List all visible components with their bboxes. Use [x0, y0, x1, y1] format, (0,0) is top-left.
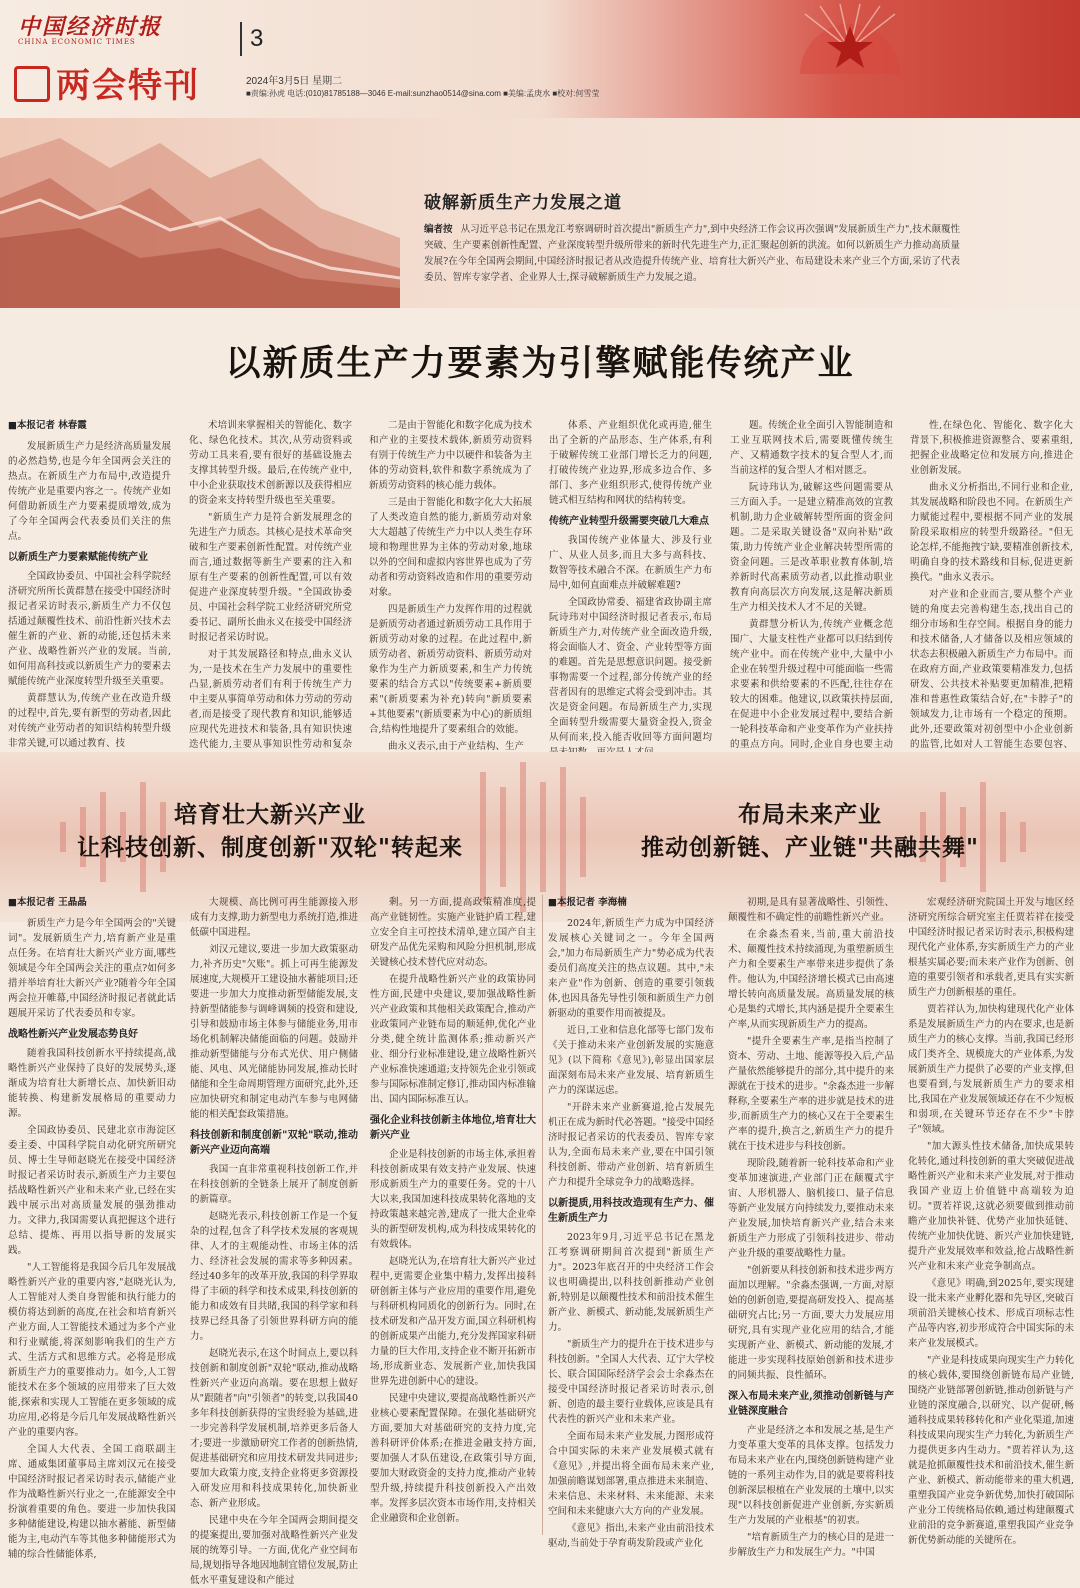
article2-paragraph: 在提升战略性新兴产业的政策协同性方面,民建中央建议,要加强战略性新兴产业政策和其他相关政策配合,推动产业政策同产业链布局的顺延伸,优化产业分类,健全统计监测体系;推动新兴产业、细分行业标准建设,建立战略性新兴产业标准快速通道;支持领先企业引领或参与国际标准制定修订,推动国内标准输出、国内国际标准互认。: [370, 974, 536, 1105]
article3-paragraph: 在余淼杰看来,当前,重大前沿技术、颠覆性技术持续涌现,为重塑新质生产力和全要素生产率带来进步提供了条件。他认为,中国经济增长模式已由高速增长转向高质量发展。高质量发展的核心是集约式增长,其内涵是提升全要素生产率,从而实现新质生产力的提高。: [728, 929, 894, 1030]
section-logo-icon: [14, 66, 50, 102]
article2-column-3: [370, 895, 536, 1535]
article2-headline-line2: 让科技创新、制度创新"双轮"转起来: [77, 834, 463, 861]
article3-column-1: [548, 895, 714, 1549]
article3-byline: ■本报记者 李海楠: [548, 897, 627, 908]
article2-paragraph: 随着我国科技创新水平持续提高,战略性新兴产业保持了良好的发展势头,逐渐成为培育壮大新增长点、加快新旧动能转换、构建新发展格局的重要动力源。: [8, 1048, 176, 1119]
article3-paragraph: 初期,是具有显著战略性、引领性、颠覆性和不确定性的前瞻性新兴产业。: [728, 897, 894, 923]
article1-paragraph: 体系、产业组织优化或再造,催生出了全新的产品形态、生产体系,有利于破解传统工业部门增长乏力的问题,打破传统产业边界,形成多边合作、多部门、多产业组织形式,使得传统产业链式相互结构和网状的结构转变。: [549, 420, 712, 506]
article3-paragraph: 宏观经济研究院国土开发与地区经济研究所综合研究室主任贾若祥在接受中国经济时报记者采访时表示,积极构建现代化产业体系,夯实新质生产力的产业根基实属必要;而未来产业作为创新、创造的重要引领者和承载者,更具有实实新质生产力创新根基的重任。: [908, 897, 1074, 998]
great-wall-illustration: [0, 118, 400, 308]
article1-subheading: 传统产业转型升级需要突破几大难点: [549, 516, 709, 527]
article2-paragraph: 全国政协委员、民建北京市海淀区委主委、中国科学院自动化研究所研究员、博士生导师赵晓光在接受中国经济时报记者采访时表示,新质生产力主要包括战略性新兴产业和未来产业,已经在实践中展示出对高质量发展的强劲推动力。文律力,我国需要认真把握这个进行总结、提炼、再用以指导新的发展实践。: [8, 1125, 176, 1256]
article1-column-4: [549, 418, 712, 748]
article1-paragraph: 黄群慧分析认为,传统产业概念范围广、大量支柱性产业都可以归结到传统产业中。而在传统产业中,大量中小企业在转型升级过程中可能面临一些需求要素和供给要素的不匹配,往往存在较大的困难。他建议,以政策扶持层面,在促进中小企业发展过程中,要结合新一轮科技革命和产业变革作为产业扶持的重点方向。同时,企业自身也要主动: [730, 619, 893, 750]
article3-paragraph: 全面布局未来产业发展,力图形成符合中国实际的未来产业发展模式就有《意见》,并提出将全面布局未来产业,加强前瞻谋划部署,重点推进未来制造、未来信息、未来材料、未来能源、未来空间和未来健康六大方向的产业发展。: [548, 1431, 714, 1517]
article1-paragraph: 发展新质生产力是经济高质量发展的必然趋势,也是今年全国两会关注的热点。在新质生产力布局中,改造提升传统产业是重要内容之一。传统产业如何借助新质生产力要素提质增效,成为了今年全国两会代表委员们关注的焦点。: [8, 441, 171, 542]
article2-paragraph: 剩。另一方面,提高政策精准度,提高产业链韧性。实施产业链护盾工程,建立安全自主可控技术清单,建立国产自主研发产品优先采购和风险分担机制,形成关键核心技术替代应对动态。: [370, 897, 536, 968]
article2-subheading: 战略性新兴产业发展态势良好: [8, 1029, 138, 1040]
article1-paragraph: 全国政协常委、福建省政协副主席阮诗玮对中国经济时报记者表示,布局新质生产力,对传统产业全面改造升级,将会面临人才、资金、产业转型等方面的难题。首先是思想意识问题。接受新事物需要一个过程,部分传统产业的经营者因有的思维定式将会受到冲击。其次是资金问题。布局新质生产力,实现全面转型升级需要大量资金投入,资金从何而来,投入能否收回等方面问题均: [549, 597, 712, 743]
page-header: [0, 0, 1080, 118]
article1-paragraph: "新质生产力是符合新发展理念的先进生产力质态。其核心是技术革命突破和生产要素创新性配置。对传统产业而言,通过数据等新生产要素的注入和原有生产要素的创新性配置,可以有效促进产业深度转型升级。"全国政协委员、中国社会科学院工业经济研究所党委书记、副所长曲永义在接受中国经济时报记者采访时说。: [189, 512, 352, 643]
article3-paragraph: 产业是经济之本和发展之基,是生产力变革重大变革的具体支撑。包括发力布局未来产业在内,围绕创新链构建产业链的一系列主动作为,目的就是要将科技创新深层根植在产业发展的土壤中,以实现"以科技创新促进产业创新,夯实新质生产力发展的产业根基"的初衷。: [728, 1425, 894, 1526]
masthead: 中国经济时报: [18, 14, 163, 40]
article1-paragraph: 性,在绿色化、智能化、数字化大背景下,积极推进资源整合、要素重组,把握企业战略定位和发展方向,推进企业创新发展。: [910, 420, 1073, 476]
article1-subheading: 以新质生产力要素赋能传统产业: [8, 552, 148, 563]
article1-column-3: [369, 418, 532, 752]
article3-subheading: 以新提质,用科技改造现有生产力、催生新质生产力: [548, 1198, 714, 1224]
article1-headline: 以新质生产力要素为引擎赋能传统产业: [225, 343, 855, 384]
article1-paragraph: 对产业和企业而言,要从整个产业链的角度去完善构建生态,找出自己的细分市场和生存空间。根据自身的能力和技术储备,人才储备以及相应领域的状态去积极融入新质生产力布局中。而在政府方面,产业政策要精准发力,包括研发、公共技术补贴要更加精准,把精准和普惠性政策结合好,在"卡脖子"的领域发力,让市场有一个稳定的预期。此外,还要政策对初创型中小企业创新的监管,比如对人工智能生态要包容、: [910, 589, 1073, 750]
article3-paragraph: 《意见》明确,到2025年,要实现建设一批未来产业孵化器和先导区,突破百项前沿关键核心技术、形成百项标志性产品等内容,初步形成符合中国实际的未来产业发展模式。: [908, 1278, 1074, 1349]
article2-paragraph: 新质生产力是今年全国两会的"关键词"。发展新质生产力,培育新产业是重点任务。在培育壮大新兴产业方面,哪些领域是今年全国两会关注的重点?如何多措并举培育壮大新兴产业?随着今年全国两会拉开帷幕,中国经济时报记者就此话题展开采访了代表委员和专家。: [8, 918, 176, 1019]
article3-paragraph: "产业是科技成果向现实生产力转化的核心载体,要围绕创新链布局产业链,围绕产业链部署创新链,推动创新链与产业链的深度融合,以研究、以产促研,畅通科技成果转移转化和产业化渠道,加速科技成果向现实生产力转化,为新质生产力提供更多内生动力。"贾若祥认为,这就是抢抓颠覆性技术和前沿技术,催生新产业、新模式、新动能带来的重大机遇,重塑我国产业竞争新优势,加快打破国际产业分工传统格局依赖,通过构建颠覆式业前沿的竞争新赛道,重塑我国产业竞争新优势新动能的关键所在。: [908, 1355, 1074, 1546]
article1-column-6: [910, 418, 1073, 748]
article3-subheading: 深入布局未来产业,须推动创新链与产业链深度融合: [728, 1391, 894, 1417]
article3-column-2: [728, 895, 894, 1558]
article3-paragraph: "提升全要素生产率,是指当控制了资本、劳动、土地、能源等投入后,产品产量依然能够提升的部分,其中提升的来源就在于技术的进步。"余淼杰进一步解释称,全要素生产率的进步就是技术的进步,而新质生产力的核心又在于全要素生产率的提升,换言之,新质生产力的提升就在于技术进步与科技创新。: [728, 1036, 894, 1152]
article1-byline: ■本报记者 林春霞: [8, 420, 87, 431]
article2-paragraph: 民建中央建议,要提高战略性新兴产业核心要素配置保障。在强化基础研究方面,要加大对基础研究的支持力度,完善科研评价体系;在推进金融支持方面,要加强人才队伍建设,在政策引导方面,要加大财政资金的支持力度,推动产业转型升级,持续提升科技创新投入产出效率。发挥多层次资本市场作用,支持相关企业融资和企业创新。: [370, 1393, 536, 1524]
article3-paragraph: "开辟未来产业新赛道,抢占发展先机正在成为新时代必答题。"接受中国经济时报记者采访的代表委员、智库专家认为,全面布局未来产业,要在中国引领科技创新、带动产业创新、培育新质生产力和提升全球竞争力的战略选择。: [548, 1102, 714, 1188]
article2-paragraph: 我国一直非常重视科技创新工作,并在科技创新的全链条上展开了制度创新的新篇章。: [190, 1164, 358, 1205]
article2-column-1: [8, 895, 176, 1560]
article1-paragraph: 我国传统产业体量大、涉及行业广、从业人员多,而且大多与高科技、数智等技术融合不深。在新质生产力布局中,如何直面难点并破解难题?: [549, 535, 712, 591]
editor-note-label: 编者按: [424, 224, 453, 235]
editor-note: [424, 222, 960, 286]
article3-paragraph: 2024年,新质生产力成为中国经济发展核心关键词之一。今年全国两会,"加力布局新质生产力"势必成为代表委员们高度关注的热点议题。其中,"未来产业"作为创新、创造的重要引领载体,也因具备先导性引领和新质生产力创新驱动的重要作用而被提及。: [548, 918, 714, 1019]
article3-headline: [560, 798, 1060, 864]
article3-paragraph: 近日,工业和信息化部等七部门发布《关于推动未来产业创新发展的实施意见》(以下简称《意见》),彰显出国家层面深刻布局未来产业发展、培育新质生产力的深谋远虑。: [548, 1025, 714, 1096]
article2-paragraph: 全国人大代表、全国工商联副主席、通威集团董事局主席刘汉元在接受中国经济时报记者采访时表示,储能产业作为战略性新兴行业之一,在能源安全中扮演着重要的角色。要进一步加快我国多种储能建设,构建以抽水蓄能、新型储能为主,电动汽车等其他多种储能形式为辅的综合性储能体系,: [8, 1444, 176, 1560]
article2-column-2: [190, 895, 358, 1586]
article1-paragraph: 曲永义分析指出,不同行业和企业,其发展战略和阶段也不同。在新质生产力赋能过程中,要根据不同产业的发展阶段采取相应的转型升级路径。"但无论怎样,不能拖拽宁缺,要精准创新技术,明确自身的技术路线和目标,促进更新换代。"曲永义表示。: [910, 482, 1073, 583]
article1-paragraph: 四是新质生产力发挥作用的过程就是新质劳动者通过新质劳动工具作用于新质劳动对象的过程。在此过程中,新质劳动者、新质劳动资料、新质劳动对象作为生产力新质要素,和生产力传统要素的结合方式以"传统要素+新质要素"(新质要素为补充)转向"新质要素+其他要素"(新质要素为中心)的新质组合,结构性地提升了要素组合的效能。: [369, 604, 532, 735]
article2-paragraph: 赵晓光认为,在培育壮大新兴产业过程中,更需要企业集中精力,发挥出接科研创新主体与产业应用的重要作用,避免与科研机构同质化的创新行为。同时,在技术研发和产品开发方面,国立科研机构的创新成果产出能力,充分发挥国家科研力量的巨大作用,支持企业不断开拓新市场,形成新业态、发展新产业,加快我国世界先进创新中心的建设。: [370, 1256, 536, 1387]
article2-subheading: 强化企业科技创新主体地位,培育壮大新兴产业: [370, 1115, 536, 1141]
article2-paragraph: 大规模、高比例可再生能源接入形成有力支撑,助力新型电力系统打造,推进低碳中国进程。: [190, 897, 358, 938]
section-title: 两会特刊: [56, 66, 200, 106]
article2-paragraph: 刘汉元建议,要进一步加大政策驱动力,补齐历史"欠账"。抓上可再生能源发展速度,大规模开工建设抽水蓄能项目;还要进一步加大力度推动新型储能发展,支持新型储能参与调峰调频的投资和建设,引导和鼓励市场主体参与储能业务,用市场化机制解决储能面临的问题。鼓励并推动新型储能与分布式光伏、用户侧储能、风电、风光储能协同发展,推动长时储能和全生命周期管理方面研究,此外,还应加快研究和制定电动汽车参与电网储能的相关配套政策措施。: [190, 944, 358, 1120]
article3-paragraph: "新质生产力的提升在于技术进步与科技创新。"全国人大代表、辽宁大学校长、联合国国际经济学会会士余淼杰在接受中国经济时报记者采访时表示,创新、创造的最主要行业载体,应该是具有代表性的新兴产业和未来产业。: [548, 1339, 714, 1425]
article3-paragraph: 《意见》指出,未来产业由前沿技术驱动,当前处于孕育萌发阶段或产业化: [548, 1523, 714, 1549]
article3-headline-line1: 布局未来产业: [738, 801, 882, 828]
article1-column-5: [730, 418, 893, 748]
article2-paragraph: "人工智能将是我国今后几年发展战略性新兴产业的重要内容,"赵晓光认为,人工智能对人类自身智能和执行能力的模仿将达到新的高度,在社会和培育新兴产业方面,人工智能技术通过为多个产业和行业赋能,将深刻影响我们的生产方式、生活方式和思维方式。必将是形成新质生产力的重要推动力。如今,人工智能技术在多个领域的应用带来了巨大效能,探索和实现人工智能在更多领域的成功应用,必将是今后几年发展战略性新兴产业的重要内容。: [8, 1262, 176, 1438]
article2-paragraph: 赵晓光表示,科技创新工作是一个复杂的过程,包含了科学技术发展的客观规律、人才的主观能动性、市场主体的活力、经济社会发展的需求等多种因素。经过40多年的改革开放,我国的科学界取得了丰硕的科学和技术成果,科技创新的能力和成效有目共睹,我国的科学家和科技界已经具备了引领世界科研方向的能力。: [190, 1211, 358, 1342]
article2-paragraph: 赵晓光表示,在这个时间点上,要以科技创新和制度创新"双轮"联动,推动战略性新兴产业迈向高端。要在思想上做好从"跟随者"向"引领者"的转变,以我国40多年科技创新获得的宝贵经验为基础,进一步完善科学发展机制,培养更多后备人才;要进一步激励研究工作者的创新热情,促进基础研究和应用技术研发共同进步;要加大政策力度,支持企业将更多资源投入研发应用和科技成果转化,加快新业态、新产业形成。: [190, 1348, 358, 1509]
article2-subheading: 科技创新和制度创新"双轮"联动,推动新兴产业迈向高端: [190, 1130, 358, 1156]
red-star-emblem-icon: [795, 4, 905, 74]
article1-column-1: [8, 418, 171, 748]
article1-column-2: [189, 418, 352, 748]
article1-paragraph: 题。传统企业全面引入智能制造和工业互联网技术后,需要既懂传统生产、又精通数字技术的复合型人才,而当前这样的复合型人才相对匮乏。: [730, 420, 893, 476]
article2-headline: [20, 798, 520, 864]
article2-paragraph: 企业是科技创新的市场主体,承担着科技创新成果有效支持产业发展、快速形成新质生产力的重要任务。党的十八大以来,我国加速科技成果转化落地的支持政策越来越完善,建成了一批大企业牵头的新型研发机构,成为科技成果转化的有效载体。: [370, 1149, 536, 1250]
article3-paragraph: "加大源头性技术储备,加快成果转化转化,通过科技创新的重大突破促进战略性新兴产业和未来产业发展,对于推动我国产业迈上价值链中高端较为迫切。"贾若祥说,这就必须要做到推动前瞻产业加快补链、优势产业加快延链、传统产业加快优链、新兴产业加快建链,提升产业发展效率和效益,抢占战略性新兴产业和未来产业竞争制高点。: [908, 1141, 1074, 1272]
article3-paragraph: 2023年9月,习近平总书记在黑龙江考察调研期间首次提到"新质生产力"。2023年底召开的中央经济工作会议也明确提出,以科技创新推动产业创新,特别是以颠覆性技术和前沿技术催生新产业、新模式、新动能,发展新质生产力。: [548, 1232, 714, 1333]
article3-column-3: [908, 895, 1074, 1546]
article2-paragraph: 民建中央在今年全国两会期间提交的提案提出,要加强对战略性新兴产业发展的统筹引导。一方面,优化产业空间布局,规划指导各地因地制宜错位发展,防止低水平重复建设和产能过: [190, 1515, 358, 1586]
article3-paragraph: 现阶段,随着新一轮科技革命和产业变革加速演进,产业部门正在颠覆式宇宙、人形机器人、脑机接口、量子信息等新产业发展方向持续发力,要推动未来产业发展,加快培育新兴产业,结合未来新质生产力形成了引领科技进步、带动产业升级的重要战略性力量。: [728, 1158, 894, 1259]
article1-paragraph: 对于其发展路径和特点,曲永义认为,一是技术在生产力发展中的重要性凸显,新质劳动者们有利于传统生产力中主要从事简单劳动和体力劳动的劳动者,而是接受了现代教育和知识,能够适应现代先进技术和装备,具有知识快速迭代能力,主要从事知识性劳动和复杂: [189, 649, 352, 750]
article3-paragraph: "创新要从科技创新和技术进步两方面加以理解。"余淼杰强调,一方面,对原始的创新创造,要提高研发投入、提高基础研究占比;另一方面,要大力发展应用研究,具有实现产业化应用的结合,才能实现新产业、新模式、新动能的发展,才能进一步实现科技原始创新和技术进步的同频共振、良性循环。: [728, 1265, 894, 1381]
article1-paragraph: 阮诗玮认为,破解这些问题需要从三方面入手。一是建立精准高效的宣教机制,助力企业破解转型所面的资金问题。二是采取关键设备"双向补贴"政策,助力传统产业企业解决转型所需的资金问题。三是改革职业教育体制,培养新时代高素质劳动者,以此推动职业教育向高层次方向发展,这是解决新质生产力相关技术人才不足的关键。: [730, 482, 893, 613]
article-divider: [542, 895, 543, 1535]
article1-paragraph: 二是由于智能化和数字化成为技术和产业的主要技术载体,新质劳动资料有别于传统生产力中以硬件和装备为主体的劳动资料,软件和数字系统成为了新质劳动资料的核心能力载体。: [369, 420, 532, 491]
article1-paragraph: 全国政协委员、中国社会科学院经济研究所所长黄群慧在接受中国经济时报记者采访时表示,新质生产力不仅包括通过颠覆性技术、前沿性新兴技术去催生新的产业、新的动能,还包括未来产业、战略性新兴产业的发展。当前,如何用高科技或以新质生产力的要素去赋能传统产业深度转型升级至关重要。: [8, 571, 171, 687]
section-intro-title: 破解新质生产力发展之道: [424, 193, 622, 213]
article3-paragraph: "培育新质生产力的核心目的是进一步解放生产力和发展生产力。"中国: [728, 1532, 894, 1558]
page-number: 3: [240, 22, 274, 56]
article1-paragraph: 三是由于智能化和数字化大大拓展了人类改造自然的能力,新质劳动对象大大超越了传统生产力中以人类生存环境和物理世界为主体的劳动对象,地球以外的空间和虚拟内容世界也成为了劳动者和劳动资料改造和作用的重要劳动对象。: [369, 497, 532, 598]
issue-date: 2024年3月5日 星期二: [246, 76, 343, 87]
editor-note-text: 从习近平总书记在黑龙江考察调研时首次提出"新质生产力",到中央经济工作会议再次强调"发展新质生产力",技术颠覆性突破、生产要素创新性配置、产业深度转型升级所带来的新时代先进生产力,正汇聚起创新的洪流。如何以新质生产力推动高质量发展?在今年全国两会期间,中国经济时报记者从改造提升传统产业、培育壮大新兴产业、布局建设未来产业三个方面,采访了代表委员、智库专家学者、企业界人士,探寻破解新质生产力发展之道。: [424, 224, 960, 283]
article3-headline-line2: 推动创新链、产业链"共融共舞": [641, 834, 979, 861]
article1-paragraph: 黄群慧认为,传统产业在改造升级的过程中,首先,要有新型的劳动者,因此对传统产业劳动者的知识结构转型升级非常关键,可以通过教育、技: [8, 693, 171, 749]
article1-paragraph: 术培训来掌握相关的智能化、数字化、绿色化技术。其次,从劳动资料或劳动工具来看,要有很好的基础设施去支撑其转型升级。最后,在传统产业中,中小企业获取技术创新源以及获得相应的资金来支持转型升级也至关重要。: [189, 420, 352, 506]
masthead-en: CHINA ECONOMIC TIMES: [18, 38, 136, 46]
article2-byline: ■本报记者 王晶晶: [8, 897, 87, 908]
editor-credits: ■责编:孙虎 电话:(010)81785188—3046 E-mail:sunzhao0514@sina.com ■美编:孟庚水 ■校对:何雪莹: [246, 89, 600, 98]
article3-paragraph: 贾若祥认为,加快构建现代化产业体系是发展新质生产力的内在要求,也是新质生产力的核心支撑。当前,我国已经形成门类齐全、规模庞大的产业体系,为发展新质生产力提供了必要的产业支撑,但也要看到,与发展新质生产力的要求相比,我国在产业发展领域还存在不少短板和弱项,在关键环节还存在不少"卡脖子"领域。: [908, 1004, 1074, 1135]
article2-headline-line1: 培育壮大新兴产业: [174, 801, 366, 828]
article1-paragraph: 曲永义表示,由于产业结构、生产: [388, 741, 525, 752]
